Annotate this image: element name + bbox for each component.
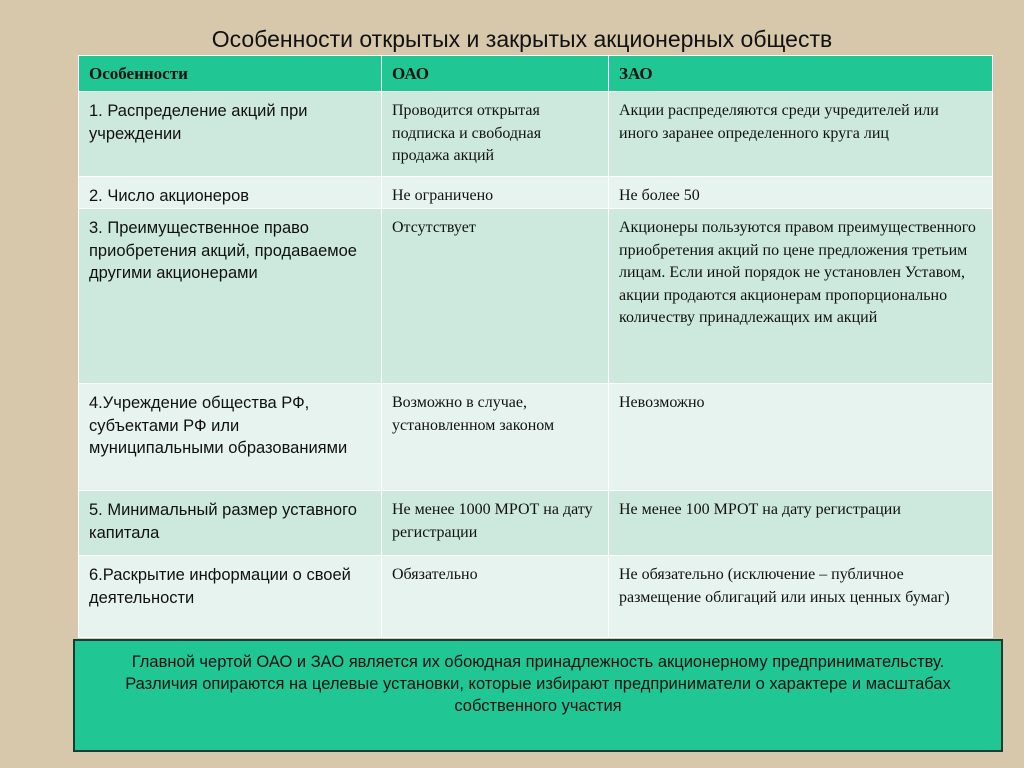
feature-cell: 3. Преимущественное право приобретения акций, продаваемое другими акционерами: [79, 209, 382, 384]
feature-cell: 5. Минимальный размер уставного капитала: [79, 491, 382, 556]
oao-cell: Возможно в случае, установленном законом: [382, 384, 609, 491]
header-features: Особенности: [79, 56, 382, 92]
comparison-table: [78, 55, 993, 638]
zao-cell: Не менее 100 МРОТ на дату регистрации: [609, 491, 993, 556]
oao-cell: Не менее 1000 МРОТ на дату регистрации: [382, 491, 609, 556]
summary-line-2: Различия опираются на целевые установки, которые избирают предприниматели о характере и масштабах собственного участия: [125, 675, 951, 715]
header-zao: ЗАО: [609, 56, 993, 92]
zao-cell: Невозможно: [609, 384, 993, 491]
header-oao: ОАО: [382, 56, 609, 92]
feature-cell: 2. Число акционеров: [79, 177, 382, 209]
oao-cell: Не ограничено: [382, 177, 609, 209]
zao-cell: Акционеры пользуются правом преимущественного приобретения акций по цене предложения третьим лицам. Если иной порядок не установлен Уставом, акции продаются акционерам пропорционально количеству принадлежащих им акций: [609, 209, 993, 384]
zao-cell: Акции распределяются среди учредителей или иного заранее определенного круга лиц: [609, 92, 993, 177]
oao-cell: Проводится открытая подписка и свободная продажа акций: [382, 92, 609, 177]
feature-cell: 4.Учреждение общества РФ, субъектами РФ или муниципальными образованиями: [79, 384, 382, 491]
feature-cell: 6.Раскрытие информации о своей деятельности: [79, 556, 382, 638]
table-header-row: [79, 56, 993, 92]
table-row: [79, 384, 993, 491]
table-row: [79, 209, 993, 384]
table-row: [79, 491, 993, 556]
page-title: Особенности открытых и закрытых акционерных обществ: [211, 26, 833, 52]
table-row: [79, 556, 993, 638]
oao-cell: Обязательно: [382, 556, 609, 638]
summary-line-1: Главной чертой ОАО и ЗАО является их обоюдная принадлежность акционерному предпринимательству.: [131, 653, 945, 671]
oao-cell: Отсутствует: [382, 209, 609, 384]
table-row: [79, 92, 993, 177]
summary-box: [73, 639, 1003, 752]
zao-cell: Не обязательно (исключение – публичное размещение облигаций или иных ценных бумаг): [609, 556, 993, 638]
zao-cell: Не более 50: [609, 177, 993, 209]
feature-cell: 1. Распределение акций при учреждении: [79, 92, 382, 177]
table-row: [79, 177, 993, 209]
